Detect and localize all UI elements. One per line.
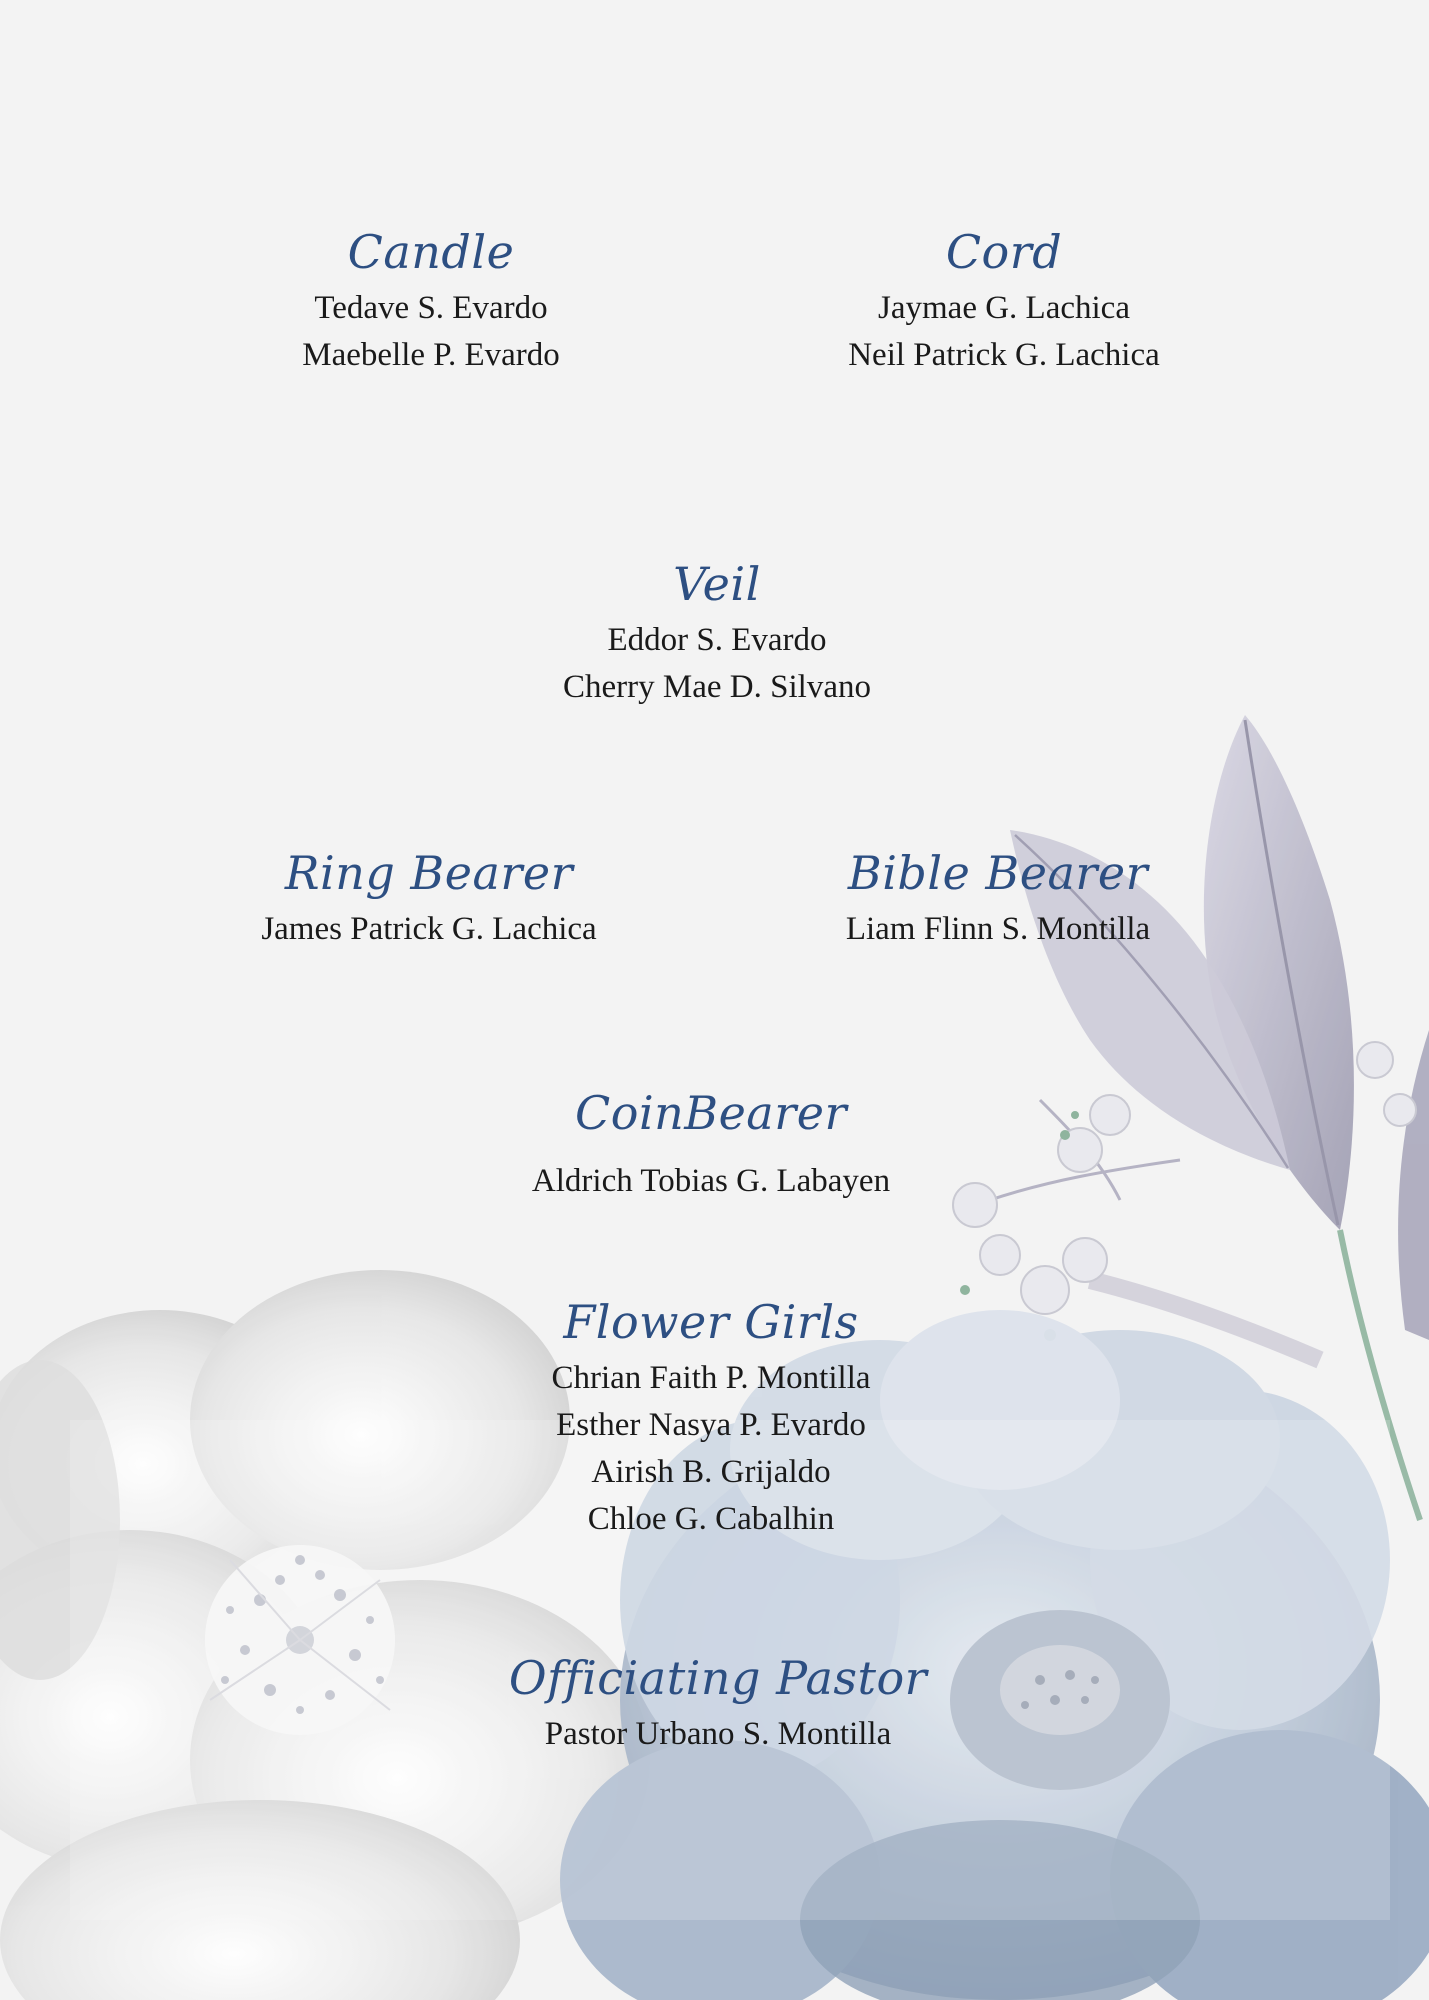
name: Chrian Faith P. Montilla xyxy=(551,1359,871,1396)
section-title: CoinBearer xyxy=(575,1086,847,1140)
name: Neil Patrick G. Lachica xyxy=(848,336,1160,373)
section-coin-bearer xyxy=(532,1087,890,1205)
section-cord xyxy=(848,226,1160,379)
section-veil xyxy=(563,558,871,711)
section-title: Cord xyxy=(945,225,1063,279)
name-list xyxy=(551,1355,870,1543)
name-list xyxy=(509,1711,927,1758)
name: James Patrick G. Lachica xyxy=(261,910,597,947)
name: Esther Nasya P. Evardo xyxy=(556,1406,866,1443)
name: Airish B. Grijaldo xyxy=(591,1453,831,1490)
section-bible-bearer xyxy=(846,847,1150,953)
name-list xyxy=(846,906,1150,953)
name: Liam Flinn S. Montilla xyxy=(845,910,1151,947)
name: Cherry Mae D. Silvano xyxy=(563,668,871,705)
section-title: Flower Girls xyxy=(563,1295,859,1349)
section-title: Ring Bearer xyxy=(284,846,574,900)
section-title: Veil xyxy=(673,557,761,611)
name: Maebelle P. Evardo xyxy=(302,336,560,373)
name-list xyxy=(261,906,596,953)
name: Jaymae G. Lachica xyxy=(878,289,1130,326)
name-list xyxy=(563,617,871,711)
name: Aldrich Tobias G. Labayen xyxy=(531,1162,891,1199)
name: Chloe G. Cabalhin xyxy=(587,1500,835,1537)
name-list xyxy=(302,285,560,379)
name: Pastor Urbano S. Montilla xyxy=(544,1715,892,1752)
section-title: Officiating Pastor xyxy=(508,1651,928,1705)
section-title: Candle xyxy=(347,225,515,279)
name: Tedave S. Evardo xyxy=(314,289,548,326)
name: Eddor S. Evardo xyxy=(607,621,827,658)
name-list xyxy=(532,1158,890,1205)
section-officiating-pastor xyxy=(509,1652,927,1758)
name-list xyxy=(848,285,1160,379)
section-ring-bearer xyxy=(261,847,596,953)
section-title: Bible Bearer xyxy=(847,846,1149,900)
section-candle xyxy=(302,226,560,379)
section-flower-girls xyxy=(551,1296,870,1543)
